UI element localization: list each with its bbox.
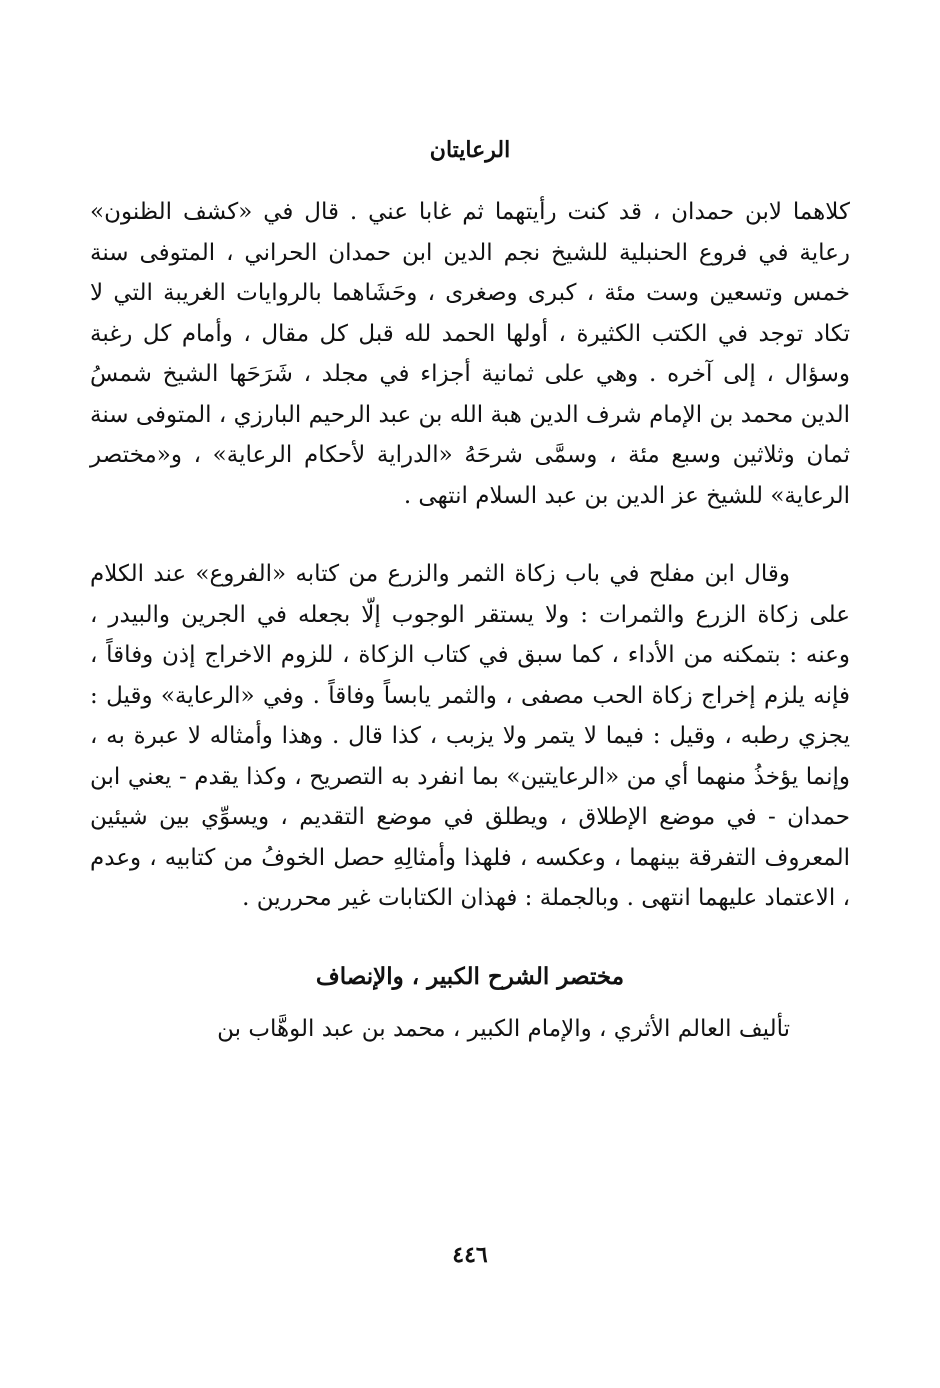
paragraph-1: كلاهما لابن حمدان ، قد كنت رأيتهما ثم غابا عني . قال في «كشف الظنون» رعاية في فروع الحنبلية للشيخ نجم الدين ابن حمدان الحراني ، المتوفى سنة خمس وتسعين وست مئة ، كبرى وصغرى ، وحَشَاهما بالروايات الغريبة التي لا تكاد توجد في الكتب الكثيرة ، أولها الحمد لله قبل كل مقال ، وأمام كل رغبة وسؤال ، إلى آخره . وهي على ثمانية أجزاء في مجلد ، شَرَحَها الشيخ شمسُ الدين محمد بن الإمام شرف الدين هبة الله بن عبد الرحيم البارزي ، المتوفى سنة ثمان وثلاثين وسبع مئة ، وسمَّى شرحَهُ «الدراية لأحكام الرعاية» ، و«مختصر الرعاية» للشيخ عز الدين بن عبد السلام انتهى . [90,199,850,509]
paragraph-2: وقال ابن مفلح في باب زكاة الثمر والزرع من كتابه «الفروع» عند الكلام على زكاة الزرع والثمرات : ولا يستقر الوجوب إلّا بجعله في الجرين والبيدر ، وعنه : بتمكنه من الأداء ، كما سبق في كتاب الزكاة ، للزوم الاخراج إذن وفاقاً ، فإنه يلزم إخراج زكاة الحب مصفى ، والثمر يابساً وفاقاً . وفي «الرعاية» وقيل : يجزي رطبه ، وقيل : فيما لا يتمر ولا يزبب ، كذا قال . وهذا وأمثاله لا عبرة به ، وإنما يؤخذُ منهما أي من «الرعايتين» بما انفرد به التصريح ، وكذا يقدم - يعني ابن حمدان - في موضع الإطلاق ، ويطلق في موضع التقديم ، ويسوِّي بين شيئين المعروف التفرقة بينهما ، وعكسه ، فلهذا وأمثالِهِ حصل الخوفُ من كتابيه ، وعدم ، الاعتماد عليهما انتهى . وبالجملة : فهذان الكتابات غير محررين . [90,561,850,911]
book-page [90,130,850,1360]
section-paragraph: تأليف العالم الأثري ، والإمام الكبير ، محمد بن عبد الوهَّاب بن [217,1015,790,1042]
section-heading: مختصر الشرح الكبير ، والإنصاف [315,962,625,990]
page-number: ٤٤٦ [452,1242,488,1268]
running-head: الرعايتان [429,137,511,163]
paragraph-gap [90,516,850,554]
